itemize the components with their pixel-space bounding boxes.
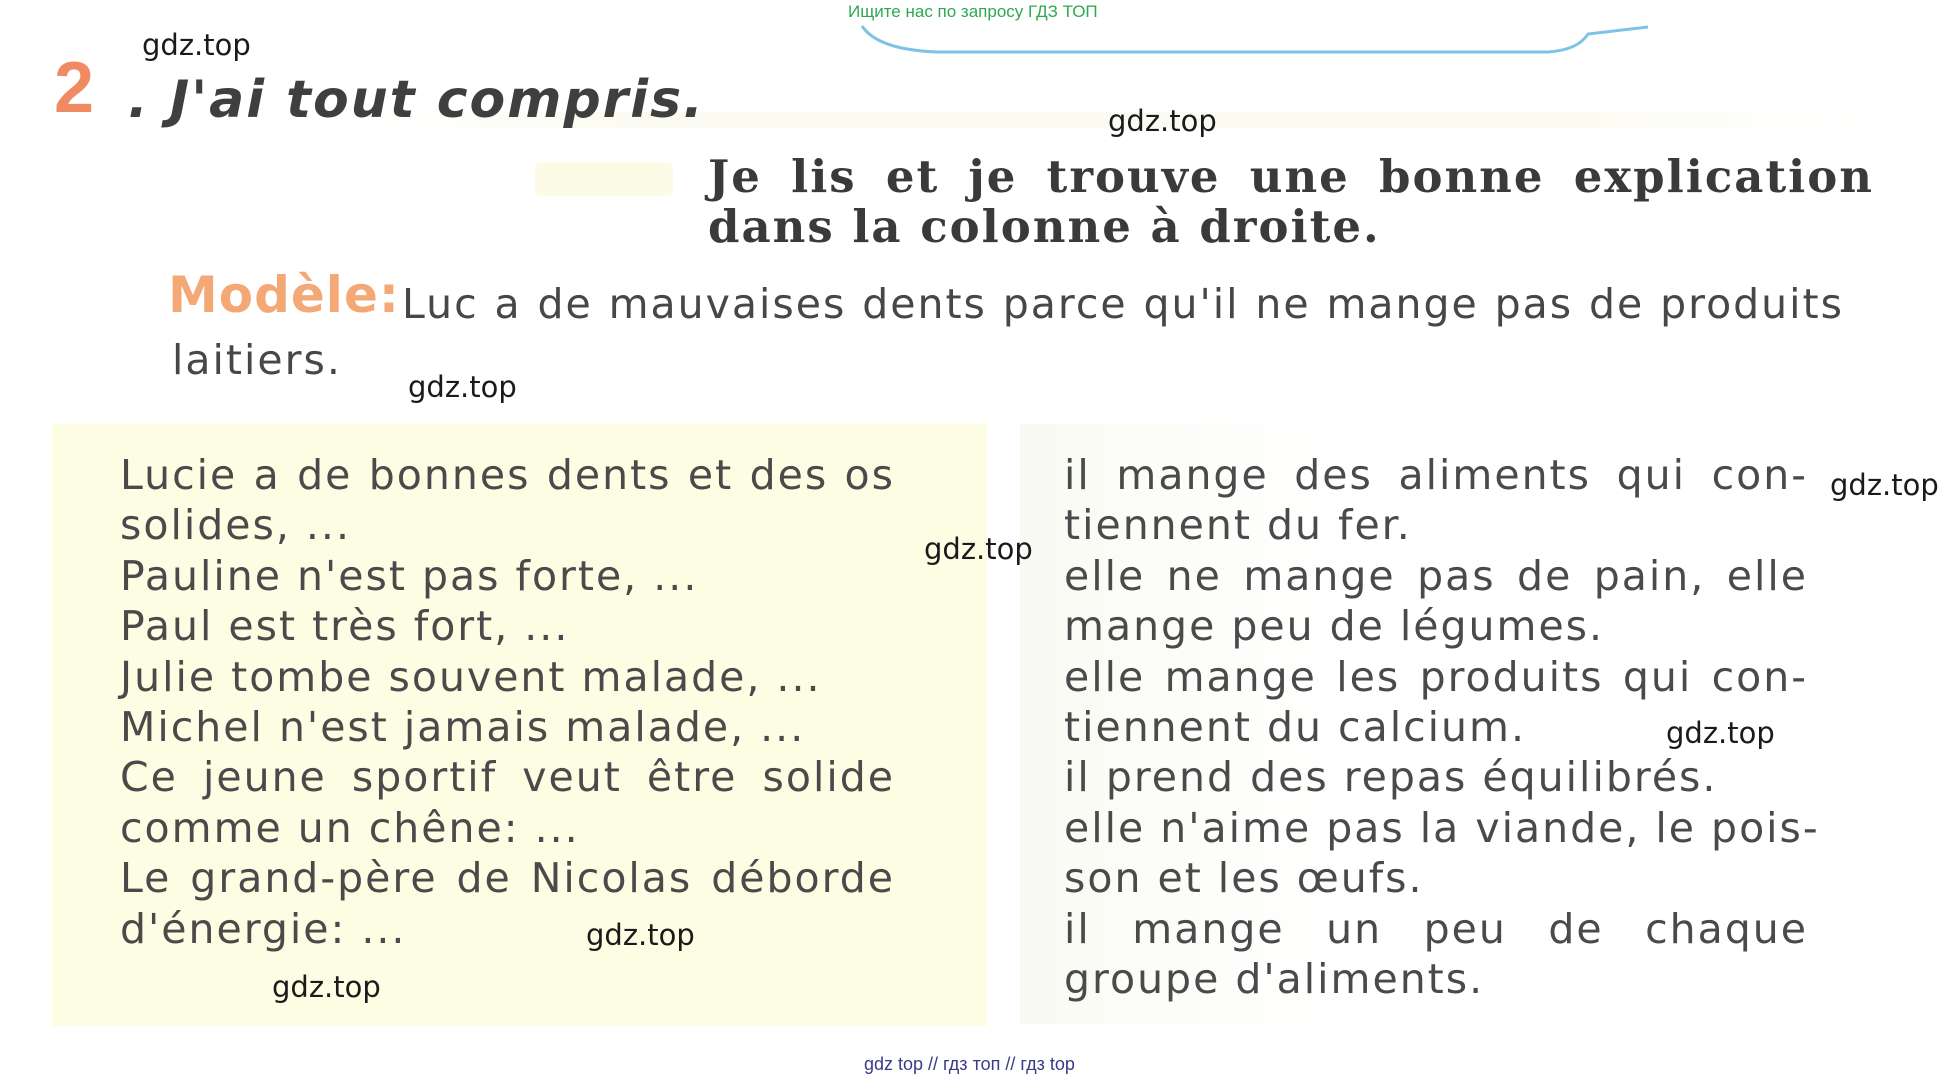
left-line: d'énergie: ... — [120, 904, 407, 953]
model-label: Modèle: — [168, 266, 400, 324]
right-line: tiennent du fer. — [1064, 501, 1412, 550]
left-line: Paul est très fort, ... — [120, 602, 570, 651]
left-line: comme un chêne: ... — [120, 803, 580, 852]
left-line: Lucie a de bonnes dents et des os — [120, 451, 895, 499]
watermark: gdz.top — [272, 970, 381, 1004]
footer-links[interactable]: gdz top // гдз топ // гдз top — [864, 1054, 1075, 1074]
right-line: il prend des repas équilibrés. — [1064, 753, 1718, 802]
watermark: gdz.top — [142, 28, 251, 62]
faded-tag — [535, 162, 673, 196]
left-line: Michel n'est jamais malade, ... — [120, 702, 806, 751]
left-line: Pauline n'est pas forte, ... — [120, 551, 699, 600]
right-line: elle n'aime pas la viande, le pois- — [1064, 803, 1820, 852]
right-line: il mange des aliments qui con- — [1064, 451, 1808, 499]
left-column — [120, 450, 895, 954]
watermark: gdz.top — [1666, 716, 1775, 750]
watermark: gdz.top — [1830, 468, 1939, 502]
right-line: tiennent du calcium. — [1064, 702, 1526, 751]
watermark: gdz.top — [1108, 104, 1217, 138]
left-line: solides, ... — [120, 501, 352, 550]
instruction-text: Je lis et je trouve une bonne explication dans la colonne à droite. — [708, 150, 1874, 253]
right-line: groupe d'aliments. — [1064, 954, 1485, 1003]
watermark: gdz.top — [408, 370, 517, 404]
right-line: mange peu de légumes. — [1064, 602, 1605, 651]
decorative-arc — [858, 20, 1648, 60]
exercise-number: 2 — [54, 48, 95, 128]
left-line: Le grand-père de Nicolas déborde — [120, 854, 895, 903]
model-text: Luc a de mauvaises dents parce qu'il ne mange pas de produits laitiers. — [172, 280, 1844, 384]
watermark: gdz.top — [586, 918, 695, 952]
right-line: elle ne mange pas de pain, elle — [1064, 551, 1808, 600]
right-line: son et les œufs. — [1064, 854, 1424, 903]
right-line: elle mange les produits qui con- — [1064, 652, 1808, 701]
exercise-title: . J'ai tout compris. — [128, 70, 705, 130]
left-line: Ce jeune sportif veut être solide — [120, 753, 895, 802]
watermark: gdz.top — [924, 532, 1033, 566]
left-line: Julie tombe souvent malade, ... — [120, 652, 822, 701]
search-banner[interactable]: Ищите нас по запросу ГДЗ ТОП — [848, 2, 1098, 21]
right-line: il mange un peu de chaque — [1064, 904, 1808, 953]
